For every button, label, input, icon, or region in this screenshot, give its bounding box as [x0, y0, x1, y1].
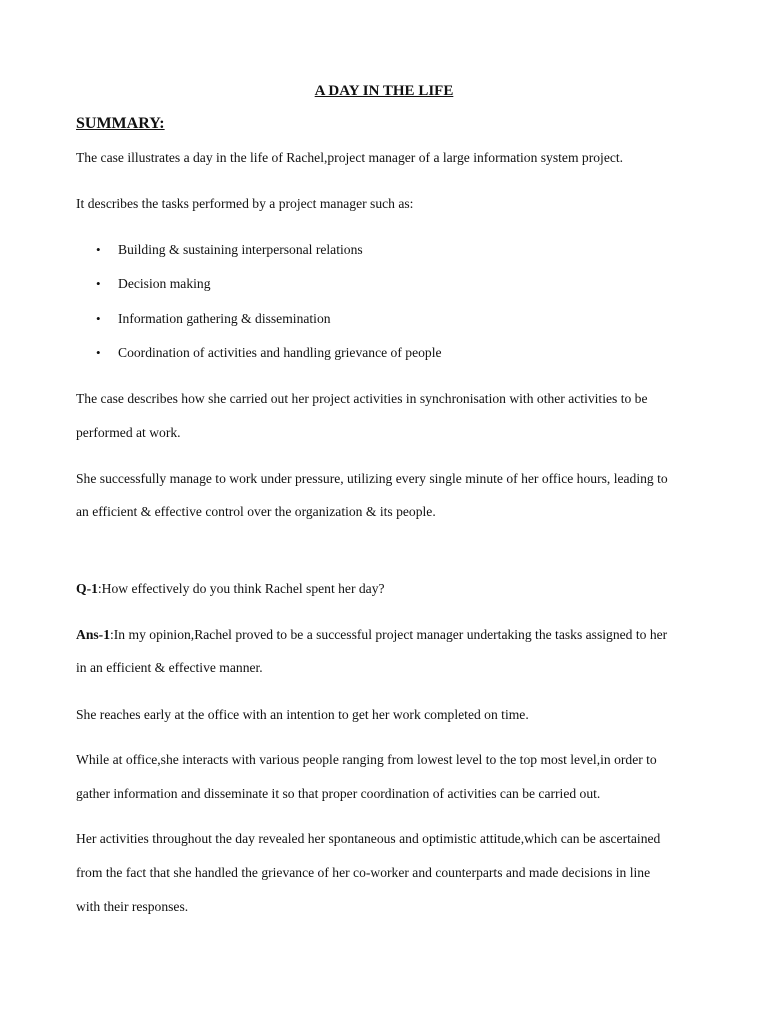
list-item-text: Coordination of activities and handling grievance of people: [118, 345, 442, 360]
answer-1-text: :In my opinion,Rachel proved to be a successful project manager undertaking the tasks assigned to her: [110, 627, 668, 642]
answer-1-label: Ans-1: [76, 627, 110, 642]
list-item-text: Building & sustaining interpersonal relations: [118, 242, 363, 257]
early-arrival-paragraph: She reaches early at the office with an intention to get her work completed on time.: [76, 707, 529, 722]
summary-heading: SUMMARY:: [76, 115, 165, 132]
tasks-intro-paragraph: It describes the tasks performed by a project manager such as:: [76, 196, 414, 211]
interaction-paragraph-line-2: gather information and disseminate it so that proper coordination of activities can be carried out.: [76, 786, 601, 801]
attitude-paragraph-line-3: with their responses.: [76, 899, 189, 914]
bullet-icon: •: [96, 276, 101, 291]
bullet-icon: •: [96, 311, 101, 326]
pressure-paragraph-line-1: She successfully manage to work under pressure, utilizing every single minute of her office hours, leading to: [76, 471, 668, 486]
list-item-text: Information gathering & dissemination: [118, 311, 331, 326]
answer-1-line-1: [76, 626, 667, 644]
attitude-paragraph-line-2: from the fact that she handled the grievance of her co-worker and counterparts and made decisions in line: [76, 865, 651, 880]
answer-1-line-2: in an efficient & effective manner.: [76, 660, 263, 675]
bullet-icon: •: [96, 242, 101, 257]
intro-paragraph: The case illustrates a day in the life of Rachel,project manager of a large information system project.: [76, 150, 624, 165]
interaction-paragraph-line-1: While at office,she interacts with various people ranging from lowest level to the top most level,in order to: [76, 752, 657, 767]
attitude-paragraph-line-1: Her activities throughout the day revealed her spontaneous and optimistic attitude,which can be ascertained: [76, 831, 661, 846]
bullet-icon: •: [96, 345, 101, 360]
activities-paragraph-line-1: The case describes how she carried out her project activities in synchronisation with other activities to be: [76, 391, 648, 406]
question-1-text: :How effectively do you think Rachel spent her day?: [97, 581, 385, 596]
activities-paragraph-line-2: performed at work.: [76, 425, 181, 440]
pressure-paragraph-line-2: an efficient & effective control over the organization & its people.: [76, 504, 436, 519]
question-1-label: Q-1: [76, 581, 98, 596]
document-title: A DAY IN THE LIFE: [314, 83, 454, 99]
list-item-text: Decision making: [118, 276, 211, 291]
question-1: [76, 580, 385, 598]
